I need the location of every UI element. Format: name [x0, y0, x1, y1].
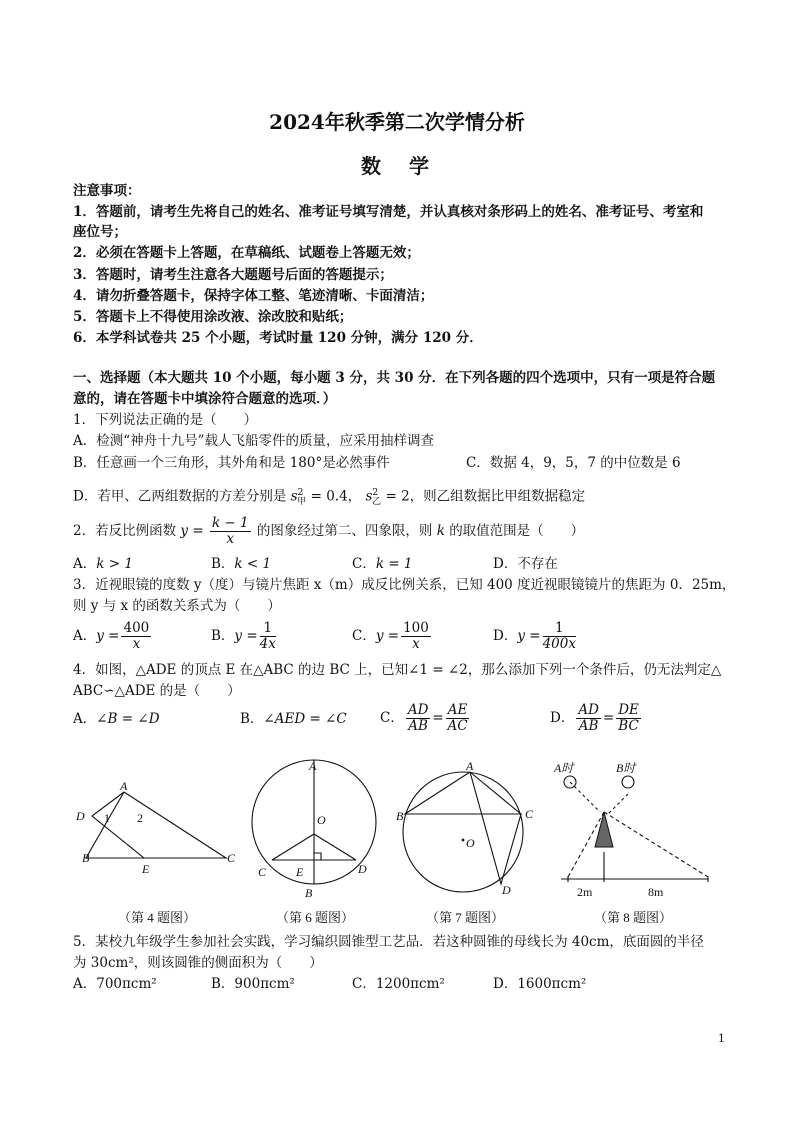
fig8-label-b: B时	[616, 761, 636, 775]
q3-b-label: B．	[211, 628, 235, 644]
q4-c-eq: =	[432, 710, 444, 726]
notice-item: 5．答题卡上不得使用涂改液、涂改胶和贴纸；	[73, 309, 353, 325]
q4-stem: 4．如图，△ADE 的顶点 E 在△ABC 的边 BC 上，已知∠1 = ∠2，那么添加下列一个条件后，仍无法判定△	[73, 662, 722, 678]
fig8-label-2m: 2m	[577, 885, 593, 899]
fig7-label-c: C	[525, 807, 534, 821]
fig6-label-b: B	[305, 886, 313, 900]
q4-d-frac2	[616, 703, 641, 734]
q1-d-s2-sup: 2	[372, 488, 379, 498]
q4-c-d2: AC	[447, 718, 468, 734]
q4-d-label: D．	[550, 710, 575, 726]
q4-d-d2: BC	[618, 718, 639, 734]
fig4-label-c: C	[227, 851, 236, 865]
q4-b-label: B．	[240, 711, 264, 727]
fig4-label-e: E	[142, 862, 150, 876]
q5-option-d: D．1600πcm²	[493, 976, 587, 992]
q3-d-den: 400x	[542, 636, 576, 652]
q1-d-s2-sub: 乙	[372, 497, 382, 508]
q3-c-den: x	[412, 636, 420, 652]
fig7-label-o: O	[466, 836, 475, 850]
fig4-label-b: B	[82, 851, 90, 865]
q2-c-label: C．	[352, 556, 376, 572]
q5-option-c: C．1200πcm²	[352, 976, 445, 992]
q3-option-b	[211, 621, 278, 652]
q4-c-n1: AD	[407, 702, 429, 718]
figures-row	[60, 752, 750, 932]
q5-option-b: B．900πcm²	[211, 976, 295, 992]
q4-a-label: A．	[73, 711, 97, 727]
q3-option-a	[73, 621, 153, 652]
fig4-label-2: 2	[137, 811, 143, 825]
q1-d-s1: s	[290, 488, 298, 505]
fig6-label-a: A	[309, 759, 317, 773]
q3-d-num: 1	[543, 621, 576, 637]
q3-b-y: y =	[234, 628, 258, 644]
section-heading: 一、选择题（本大题共 10 个小题，每小题 3 分，共 30 分．在下列各题的四个选项中，只有一项是符合题	[73, 370, 716, 386]
notice-item: 6．本学科试卷共 25 个小题，考试时量 120 分钟，满分 120 分．	[73, 330, 483, 346]
q1-d-text: D．若甲、乙两组数据的方差分别是	[73, 488, 287, 505]
q2-k: k	[436, 523, 445, 539]
q3-a-y: y =	[96, 628, 120, 644]
q3-a-label: A．	[73, 628, 97, 644]
notice-item: 2．必须在答题卡上答题，在草稿纸、试题卷上答题无效；	[73, 245, 420, 261]
q4-a-expr: ∠B = ∠D	[96, 711, 160, 727]
q2-num: k − 1	[211, 515, 249, 531]
q5-stem-cont: 为 30cm²，则该圆锥的侧面积为（ ）	[73, 955, 323, 971]
q4-c-d1: AB	[408, 718, 428, 734]
fig7-label-a: A	[466, 759, 474, 773]
q2-option-c	[352, 556, 413, 573]
page-number: 1	[718, 1032, 725, 1045]
q3-option-d	[493, 621, 578, 652]
notice-item: 3．答题时，请考生注意各大题题号后面的答题提示；	[73, 267, 393, 283]
fig7-label-b: B	[396, 809, 404, 823]
q2-option-a	[73, 556, 133, 573]
q3-d-label: D．	[493, 628, 518, 644]
q2-option-d: D．不存在	[493, 556, 558, 572]
q3-b-frac	[260, 621, 276, 652]
q3-d-y: y =	[517, 628, 541, 644]
q2-post2: 的取值范围是（ ）	[449, 523, 585, 539]
q4-d-n1: AD	[578, 702, 599, 718]
q1-option-a: A．检测“神舟十九号”载人飞船零件的质量，应采用抽样调查	[73, 433, 435, 449]
q3-a-frac	[121, 621, 151, 652]
q4-d-eq: =	[602, 710, 615, 726]
q4-stem-cont: ABC∽△ADE 的是（ ）	[73, 683, 241, 699]
q3-d-frac	[543, 621, 576, 652]
q4-c-n2: AE	[447, 702, 468, 718]
fig4-caption: （第 4 题图）	[118, 910, 197, 925]
fig6-label-o: O	[317, 813, 326, 827]
fig8-caption: （第 8 题图）	[594, 910, 673, 925]
fig4-label-d: D	[76, 809, 85, 823]
notice-item: 座位号；	[73, 224, 127, 240]
q4-d-frac1	[576, 703, 601, 734]
q3-b-num: 1	[260, 621, 276, 637]
q4-d-n2: DE	[618, 702, 639, 718]
fig8-label-8m: 8m	[648, 885, 664, 899]
q2-b-label: B．	[211, 556, 235, 572]
fig6-label-d: D	[358, 862, 367, 876]
q4-b-expr: ∠AED = ∠C	[263, 711, 347, 727]
subject-title: 数 学	[361, 154, 433, 178]
q1-option-c: C．数据 4，9，5，7 的中位数是 6	[466, 455, 681, 471]
q3-b-den: 4x	[259, 636, 276, 652]
notice-item: 1．答题前，请考生先将自己的姓名、准考证号填写清楚，并认真核对条形码上的姓名、准考证号、考室和	[73, 204, 704, 220]
figure-7	[403, 772, 523, 892]
q3-c-num: 100	[403, 620, 429, 636]
exam-title: 2024年秋季第二次学情分析	[269, 110, 525, 134]
q2-pre: 2．若反比例函数	[73, 523, 177, 539]
q4-option-a	[73, 711, 160, 728]
q4-option-c	[380, 703, 471, 734]
q1-stem: 1．下列说法正确的是（ ）	[73, 412, 258, 428]
figure-4	[86, 792, 226, 858]
q2-stem	[73, 516, 584, 547]
notice-heading: 注意事项：	[73, 183, 141, 199]
q2-c-expr: k = 1	[375, 556, 413, 572]
fig8-label-a: A时	[554, 761, 574, 775]
q3-c-frac	[401, 621, 431, 652]
fig6-label-c: C	[258, 865, 267, 879]
q2-b-expr: k < 1	[234, 556, 272, 572]
q4-c-frac2	[446, 703, 470, 734]
fig7-caption: （第 7 题图）	[426, 910, 505, 925]
q1-d-v2: = 2，则乙组数据比甲组数据稳定	[385, 488, 586, 505]
q2-fraction	[210, 516, 251, 547]
notice-item: 4．请勿折叠答题卡，保持字体工整、笔迹清晰、卡面清洁；	[73, 288, 434, 304]
fig4-label-1: 1	[104, 811, 110, 825]
q2-option-b	[211, 556, 271, 573]
q5-stem: 5．某校九年级学生参加社会实践，学习编织圆锥型工艺品．若这种圆锥的母线长为 40cm，底面圆的半径	[73, 934, 704, 950]
section-heading-cont: 意的，请在答题卡中填涂符合题意的选项．）	[73, 391, 337, 407]
q1-d-s2: s	[365, 488, 373, 505]
fig6-caption: （第 6 题图）	[276, 910, 355, 925]
q5-option-a: A．700πcm²	[73, 976, 157, 992]
q4-option-d	[550, 703, 643, 734]
q2-den: x	[226, 531, 235, 547]
q1-d-s1-sub: 甲	[297, 497, 307, 508]
q4-c-frac1	[406, 703, 431, 734]
q4-option-b	[240, 711, 347, 728]
q1-d-v1: = 0.4，	[310, 488, 362, 505]
q1-d-s1-sup: 2	[297, 488, 304, 498]
q3-stem-cont: 则 y 与 x 的函数关系式为（ ）	[73, 598, 281, 614]
figure-8	[561, 776, 708, 882]
q3-a-den: x	[132, 636, 141, 652]
fig4-label-a: A	[120, 779, 128, 793]
q2-a-label: A．	[73, 556, 97, 572]
q3-option-c	[352, 621, 433, 652]
fig7-label-d: D	[502, 883, 511, 897]
q3-stem: 3．近视眼镜的度数 y（度）与镜片焦距 x（m）成反比例关系，已知 400 度近视眼镜镜片的焦距为 0．25m，	[73, 577, 736, 593]
q3-a-num: 400	[123, 620, 150, 636]
q3-c-label: C．	[352, 628, 376, 644]
q2-a-expr: k > 1	[96, 556, 133, 572]
fig6-label-e: E	[296, 865, 304, 879]
q2-post: 的图象经过第二、四象限，则	[256, 523, 433, 539]
q3-c-y: y =	[375, 628, 400, 644]
q1-option-d	[73, 485, 585, 511]
q2-eq: =	[192, 523, 204, 539]
q4-c-label: C．	[380, 710, 404, 726]
q1-option-b: B．任意画一个三角形，其外角和是 180°是必然事件	[73, 455, 390, 471]
q4-d-d1: AB	[578, 718, 599, 734]
q2-y: y	[180, 523, 189, 539]
